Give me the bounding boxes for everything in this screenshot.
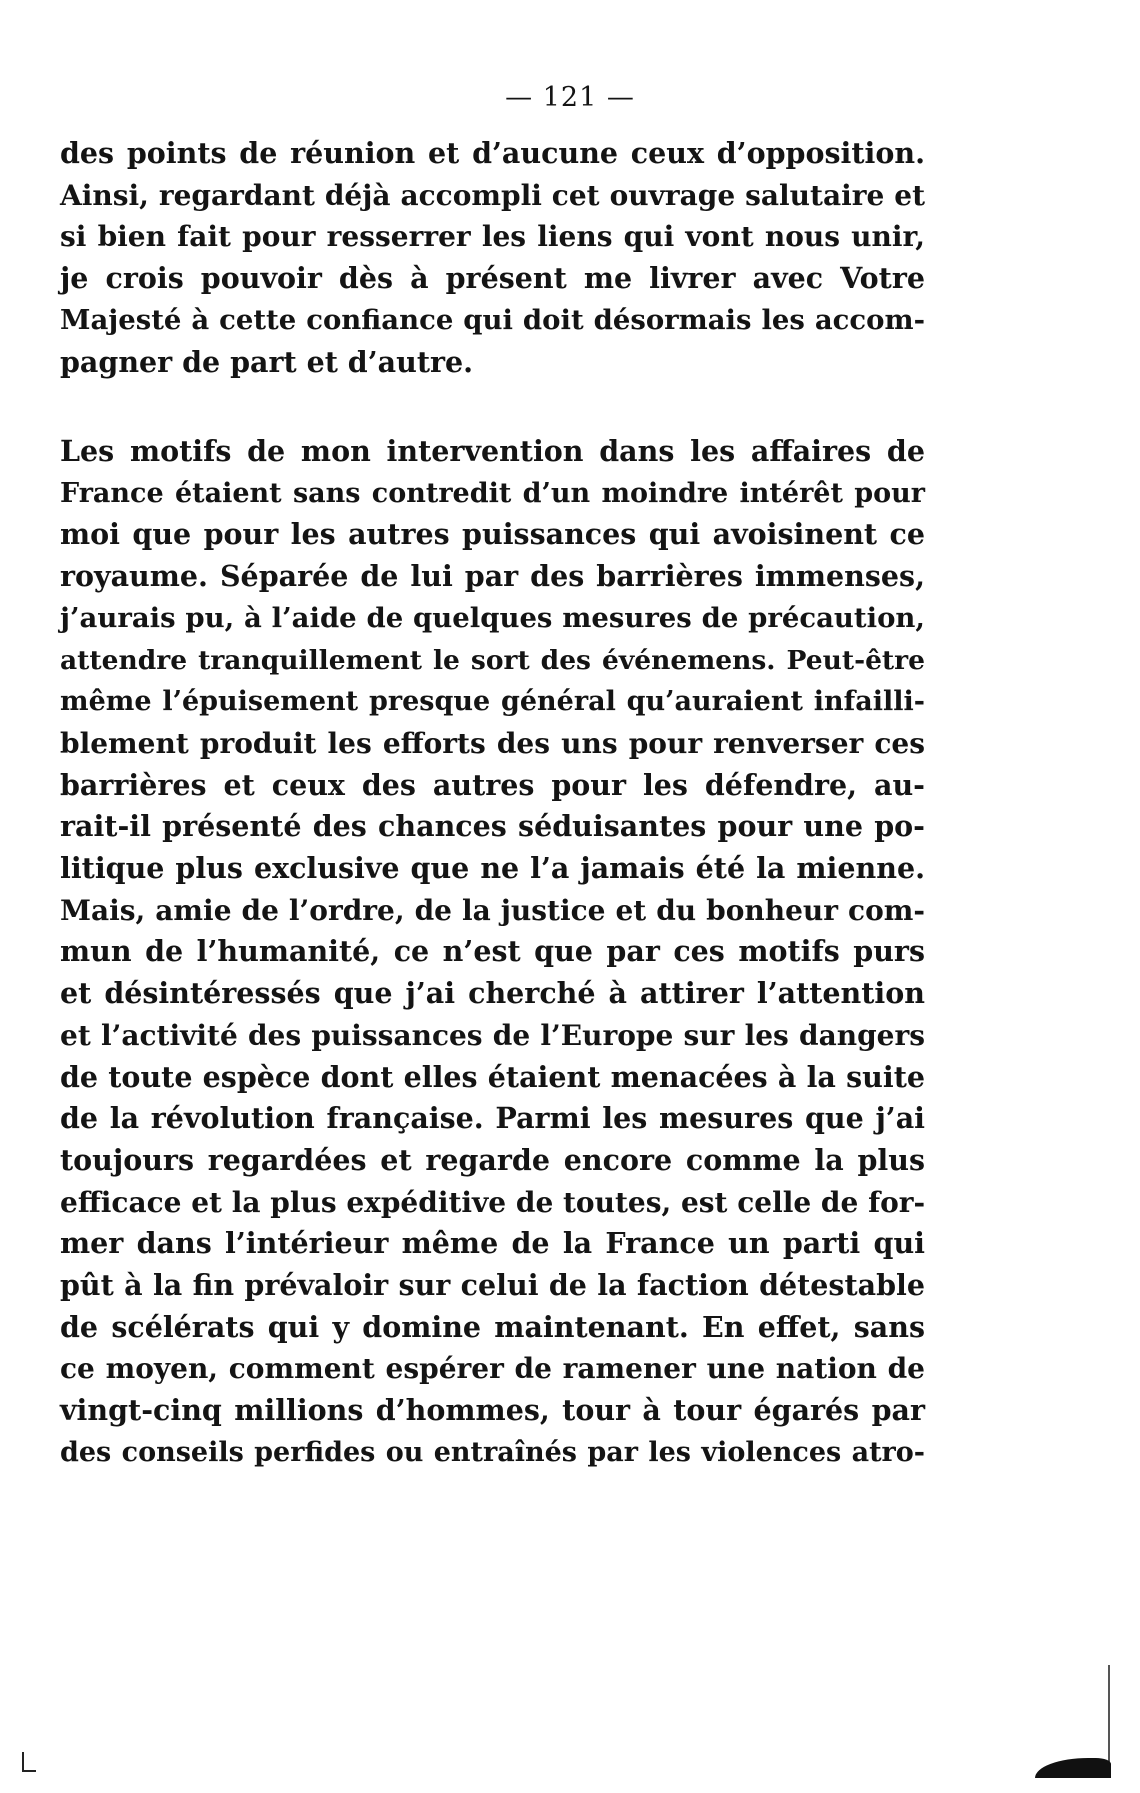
text-line: pût à la fin prévaloir sur celui de la faction détestable [60,1268,925,1303]
text-line: Mais, amie de l’ordre, de la justice et du bonheur com- [60,893,925,927]
text-line: blement produit les efforts des uns pour renverser ces [60,726,925,760]
scan-corner-mark [22,1752,24,1772]
text-line: et l’activité des puissances de l’Europe sur les dangers [60,1018,925,1052]
text-line: de la révolution française. Parmi les mesures que j’ai [60,1101,925,1136]
text-line: rait-il présenté des chances séduisantes pour une po- [60,809,925,844]
text-line: barrières et ceux des autres pour les défendre, au- [60,767,925,802]
text-line: Ainsi, regardant déjà accompli cet ouvrage salutaire et [60,178,925,212]
text-line: même l’épuisement presque général qu’auraient infailli- [60,686,925,718]
text-line: je crois pouvoir dès à présent me livrer avec Votre [60,261,925,296]
page-number: — 121 — [505,82,635,113]
scan-edge-line [1108,1665,1110,1775]
scan-corner-mark [22,1770,36,1772]
text-line: mer dans l’intérieur même de la France un parti qui [60,1226,925,1261]
text-line: royaume. Séparée de lui par des barrières immenses, [60,559,925,594]
text-line: mun de l’humanité, ce n’est que par ces motifs purs [60,934,925,969]
text-line: vingt-cinq millions d’hommes, tour à tour égarés par [60,1393,925,1428]
text-line: des conseils perfides ou entraînés par les violences atro- [60,1436,925,1468]
text-line: litique plus exclusive que ne l’a jamais été la mienne. [60,851,925,886]
text-line: et désintéressés que j’ai cherché à attirer l’attention [60,976,925,1011]
text-line: pagner de part et d’autre. [60,344,474,379]
text-line: toujours regardées et regarde encore comme la plus [60,1142,925,1177]
text-line: Majesté à cette confiance qui doit désormais les accom- [60,303,925,336]
text-line: de toute espèce dont elles étaient menacées à la suite [60,1059,925,1094]
text-line: si bien fait pour resserrer les liens qui vont nous unir, [60,220,925,254]
text-line: efficace et la plus expéditive de toutes, est celle de for- [60,1185,926,1219]
text-line: France étaient sans contredit d’un moindre intérêt pour [60,477,925,509]
text-line: des points de réunion et d’aucune ceux d’opposition. [60,136,925,170]
text-line: moi que pour les autres puissances qui avoisinent ce [60,517,925,552]
text-line: attendre tranquillement le sort des événemens. Peut-être [60,644,925,676]
text-line: ce moyen, comment espérer de ramener une nation de [60,1352,925,1386]
text-line: j’aurais pu, à l’aide de quelques mesures de précaution, [60,601,925,634]
paragraph-2 [60,431,925,1474]
scan-edge-artifact [1035,1758,1111,1778]
paragraph-1 [60,133,925,383]
text-line: Les motifs de mon intervention dans les affaires de [60,434,925,468]
text-line: de scélérats qui y domine maintenant. En effet, sans [60,1309,925,1344]
